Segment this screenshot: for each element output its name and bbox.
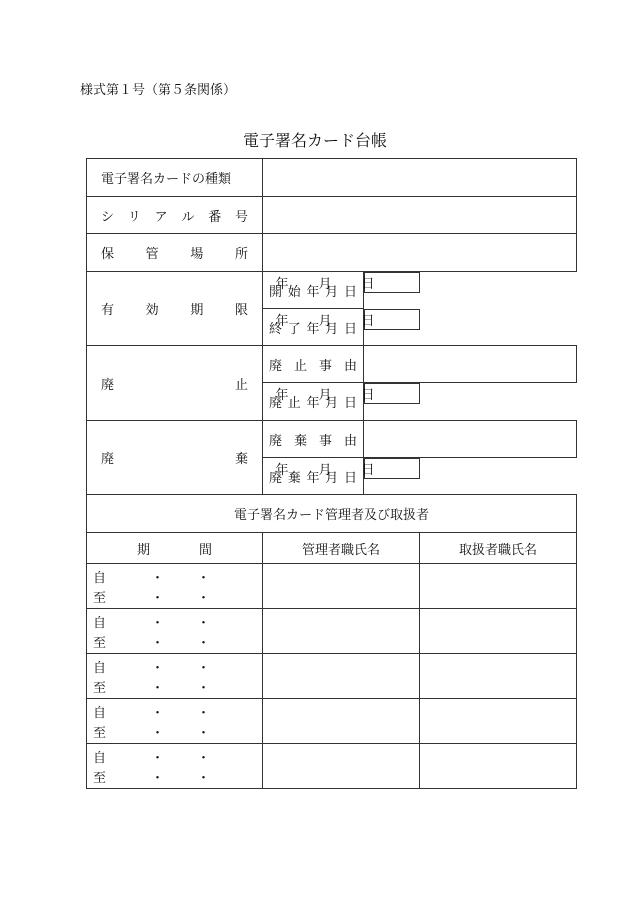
year-unit: 年: [275, 277, 289, 292]
label-char: 所: [234, 247, 248, 262]
label-char: 止: [234, 377, 248, 393]
from-label: 自: [93, 570, 107, 586]
dot: ・: [151, 750, 165, 766]
label-char: 開: [269, 284, 283, 300]
label-char: 棄: [287, 470, 301, 486]
label-serial: [87, 197, 263, 234]
label-char: 有: [101, 303, 115, 318]
label-char: 年: [306, 396, 320, 411]
row-column-headers: [87, 533, 577, 564]
to-label: 至: [93, 725, 107, 741]
from-label: 自: [93, 660, 107, 676]
table-row: [87, 744, 577, 789]
from-label: 自: [93, 615, 107, 631]
label-card-type: [87, 159, 263, 197]
label-char: 番: [208, 209, 222, 225]
header-manager-text: 管理者職氏名: [301, 542, 380, 558]
dot: ・: [197, 570, 211, 586]
dot: ・: [151, 590, 165, 606]
dot: ・: [197, 750, 211, 766]
handler-cell[interactable]: [420, 564, 577, 609]
period-cell[interactable]: [87, 609, 263, 654]
year-unit: 年: [275, 388, 289, 403]
day-unit: 日: [361, 388, 375, 403]
label-char: 管: [145, 247, 159, 262]
dot: ・: [197, 590, 211, 606]
row-validity-start: [87, 272, 577, 309]
manager-cell[interactable]: [263, 699, 420, 744]
row-storage: [87, 234, 577, 272]
day-unit: 日: [361, 277, 375, 292]
handler-cell[interactable]: [420, 744, 577, 789]
label-char: ル: [181, 209, 195, 225]
row-section-title: [87, 495, 577, 533]
label-char: 日: [343, 470, 357, 486]
label-char: 始: [287, 284, 301, 300]
label-char: 月: [325, 321, 339, 337]
label-char: リ: [127, 209, 141, 225]
label-char: 止: [293, 358, 307, 374]
year-unit: 年: [275, 313, 289, 329]
label-char: 限: [234, 303, 248, 318]
table-row: [87, 654, 577, 699]
card-ledger-table: [86, 158, 577, 789]
header-handler-text: 取扱者職氏名: [459, 542, 538, 558]
dot: ・: [197, 770, 211, 786]
dot: ・: [197, 660, 211, 676]
label-char: 廃: [101, 377, 115, 393]
label-char: 年: [306, 321, 320, 337]
month-unit: 月: [318, 313, 332, 329]
label-char: 年: [306, 284, 320, 300]
dot: ・: [197, 635, 211, 651]
month-unit: 月: [318, 388, 332, 403]
table-row: [87, 564, 577, 609]
label-validity: [87, 272, 263, 346]
section-title: [87, 495, 577, 533]
row-disposal-reason: [87, 421, 577, 458]
label-char: 廃: [269, 433, 283, 449]
header-period: [87, 533, 263, 564]
value-abolition-date[interactable]: [275, 383, 420, 404]
dot: ・: [151, 705, 165, 721]
label-char: 了: [287, 321, 301, 337]
label-disposal-reason: [263, 421, 364, 458]
table-row: [87, 699, 577, 744]
manager-cell[interactable]: [263, 564, 420, 609]
dot: ・: [151, 570, 165, 586]
label-char: 止: [287, 396, 301, 411]
to-label: 至: [93, 635, 107, 651]
dot: ・: [197, 725, 211, 741]
label-char: シ: [101, 209, 115, 225]
label-char: 由: [343, 358, 357, 374]
label-char: 廃: [101, 452, 115, 467]
label-char: 月: [325, 284, 339, 300]
header-handler: [420, 533, 577, 564]
to-label: 至: [93, 590, 107, 606]
row-abolition-reason: [87, 346, 577, 383]
label-char: 日: [343, 321, 357, 337]
label-char: 月: [325, 396, 339, 411]
value-serial[interactable]: [263, 197, 577, 234]
label-card-type-text: 電子署名カードの種類: [101, 172, 232, 187]
label-abolition-reason: [263, 346, 364, 383]
document-title: 電子署名カード台帳: [242, 131, 387, 150]
label-char: 号: [234, 209, 248, 225]
label-char: 棄: [293, 433, 307, 449]
label-storage: [87, 234, 263, 272]
to-label: 至: [93, 680, 107, 696]
row-serial: [87, 197, 577, 234]
label-char: 事: [318, 433, 332, 449]
label-char: 日: [343, 284, 357, 300]
to-label: 至: [93, 770, 107, 786]
label-char: 期: [190, 303, 204, 318]
label-char: 廃: [269, 470, 283, 486]
period-cell[interactable]: [87, 654, 263, 699]
label-char: 保: [101, 247, 115, 262]
manager-cell[interactable]: [263, 744, 420, 789]
dot: ・: [197, 705, 211, 721]
label-abolition: [87, 346, 263, 421]
period-cell[interactable]: [87, 564, 263, 609]
value-start-date[interactable]: [275, 272, 420, 293]
label-char: 終: [269, 321, 283, 337]
value-abolition-reason[interactable]: [364, 346, 577, 383]
manager-cell[interactable]: [263, 654, 420, 699]
label-char: ア: [154, 209, 168, 225]
dot: ・: [151, 770, 165, 786]
label-disposal: [87, 421, 263, 495]
form-number: 様式第１号（第５条関係）: [80, 83, 237, 98]
handler-cell[interactable]: [420, 609, 577, 654]
value-end-date[interactable]: [275, 309, 420, 330]
dot: ・: [151, 615, 165, 631]
value-disposal-date[interactable]: [275, 458, 420, 479]
handler-cell[interactable]: [420, 654, 577, 699]
row-card-type: [87, 159, 577, 197]
year-unit: 年: [275, 463, 289, 478]
dot: ・: [151, 635, 165, 651]
day-unit: 日: [361, 463, 375, 478]
dot: ・: [151, 660, 165, 676]
label-char: 場: [190, 247, 204, 262]
manager-cell[interactable]: [263, 609, 420, 654]
label-char: 日: [343, 396, 357, 411]
day-unit: 日: [361, 313, 375, 329]
from-label: 自: [93, 705, 107, 721]
dot: ・: [197, 680, 211, 696]
dot: ・: [151, 725, 165, 741]
label-char: 廃: [269, 358, 283, 374]
table-row: [87, 609, 577, 654]
value-storage[interactable]: [263, 234, 577, 272]
label-char: 間: [198, 542, 212, 558]
label-char: 事: [318, 358, 332, 374]
handler-cell[interactable]: [420, 699, 577, 744]
dot: ・: [151, 680, 165, 696]
month-unit: 月: [318, 463, 332, 478]
label-char: 廃: [269, 396, 283, 411]
from-label: 自: [93, 750, 107, 766]
period-cell[interactable]: [87, 699, 263, 744]
section-title-text: 電子署名カード管理者及び取扱者: [234, 508, 430, 523]
label-char: 由: [343, 433, 357, 449]
dot: ・: [197, 615, 211, 631]
label-char: 月: [325, 470, 339, 486]
label-char: 効: [145, 303, 159, 318]
value-card-type[interactable]: [263, 159, 577, 197]
value-disposal-reason[interactable]: [364, 421, 577, 458]
label-char: 棄: [234, 452, 248, 467]
label-char: 年: [306, 470, 320, 486]
label-char: 期: [137, 542, 151, 558]
period-cell[interactable]: [87, 744, 263, 789]
header-manager: [263, 533, 420, 564]
month-unit: 月: [318, 277, 332, 292]
